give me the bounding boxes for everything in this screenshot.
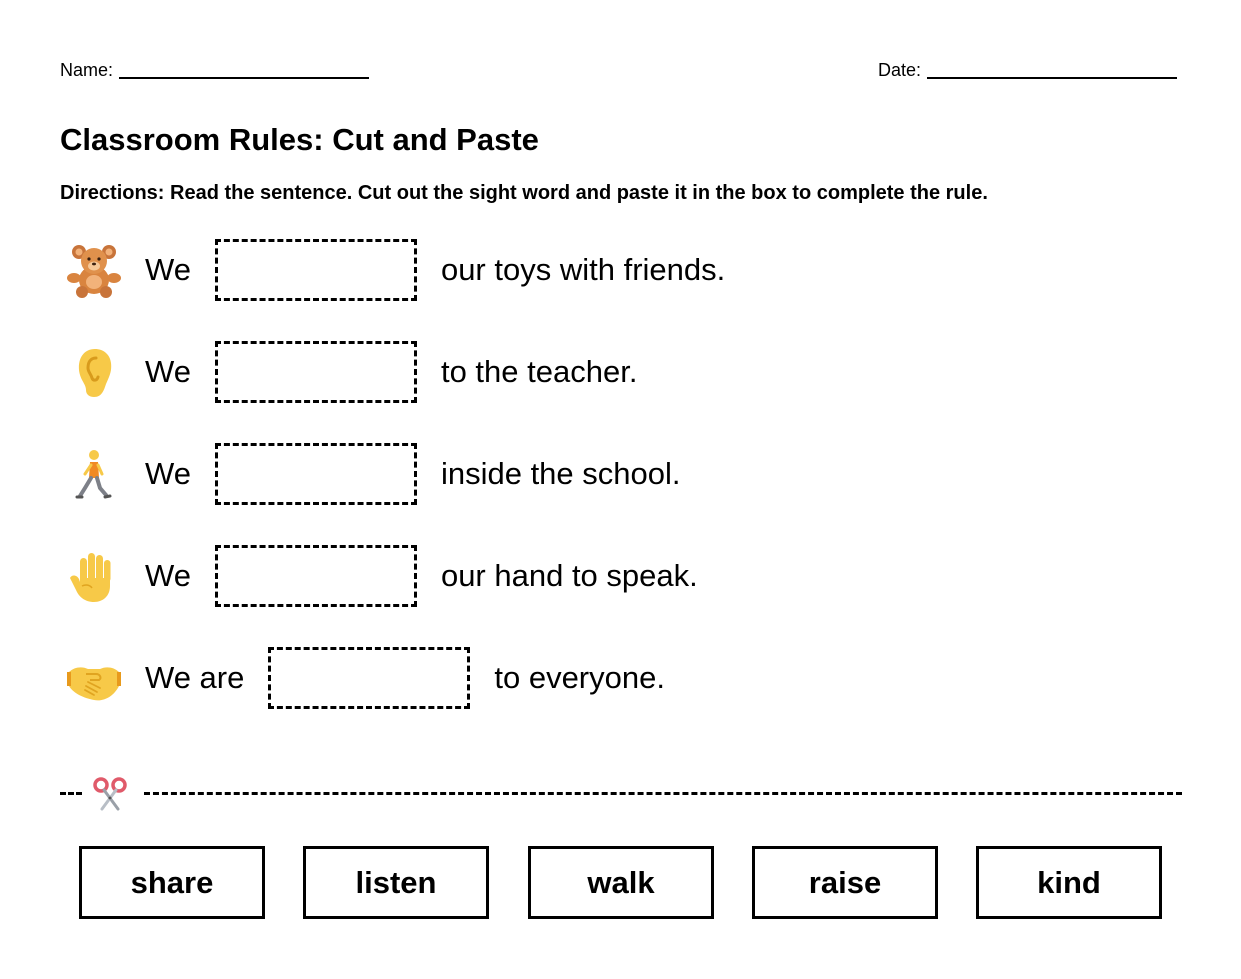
page-title: Classroom Rules: Cut and Paste	[60, 122, 539, 157]
rule-lead-text: We	[145, 456, 191, 491]
word-card-raise[interactable]: raise	[752, 846, 938, 919]
rule-lead-text: We	[145, 558, 191, 593]
rule-rest-text: our hand to speak.	[440, 558, 698, 593]
word-card-share[interactable]: share	[79, 846, 265, 919]
name-field[interactable]	[60, 60, 369, 81]
paste-box[interactable]	[215, 341, 417, 403]
handshake-icon	[64, 648, 124, 708]
paste-box[interactable]	[215, 545, 417, 607]
rule-rest-text: inside the school.	[440, 456, 681, 491]
date-field[interactable]	[878, 60, 1177, 81]
paste-box[interactable]	[215, 239, 417, 301]
rule-row	[64, 645, 665, 711]
rule-lead-text: We	[145, 354, 191, 389]
cut-line-dash	[144, 792, 1182, 795]
rule-rest-text: our toys with friends.	[440, 252, 726, 287]
paste-box[interactable]	[215, 443, 417, 505]
rule-lead-text: We	[145, 252, 191, 287]
cut-line-dash	[60, 792, 82, 795]
name-label: Name:	[60, 60, 114, 80]
rule-row	[64, 441, 681, 507]
word-card-walk[interactable]: walk	[528, 846, 714, 919]
ear-icon	[64, 342, 124, 402]
raised-hand-icon	[64, 546, 124, 606]
word-card-kind[interactable]: kind	[976, 846, 1162, 919]
teddy-bear-icon	[64, 240, 124, 300]
rule-row	[64, 237, 725, 303]
directions-text: Directions: Read the sentence. Cut out the sight word and paste it in the box to complete the rule.	[60, 182, 988, 204]
date-blank-line[interactable]	[927, 77, 1177, 79]
rule-row	[64, 543, 698, 609]
word-card-listen[interactable]: listen	[303, 846, 489, 919]
date-label: Date:	[878, 60, 922, 80]
rule-rest-text: to everyone.	[494, 660, 665, 695]
person-walking-icon	[64, 444, 124, 504]
rule-lead-text: We are	[145, 660, 245, 695]
rule-row	[64, 339, 637, 405]
scissors-icon	[92, 776, 128, 812]
name-blank-line[interactable]	[119, 77, 369, 79]
cut-line	[60, 774, 1182, 814]
rule-rest-text: to the teacher.	[440, 354, 638, 389]
paste-box[interactable]	[268, 647, 470, 709]
